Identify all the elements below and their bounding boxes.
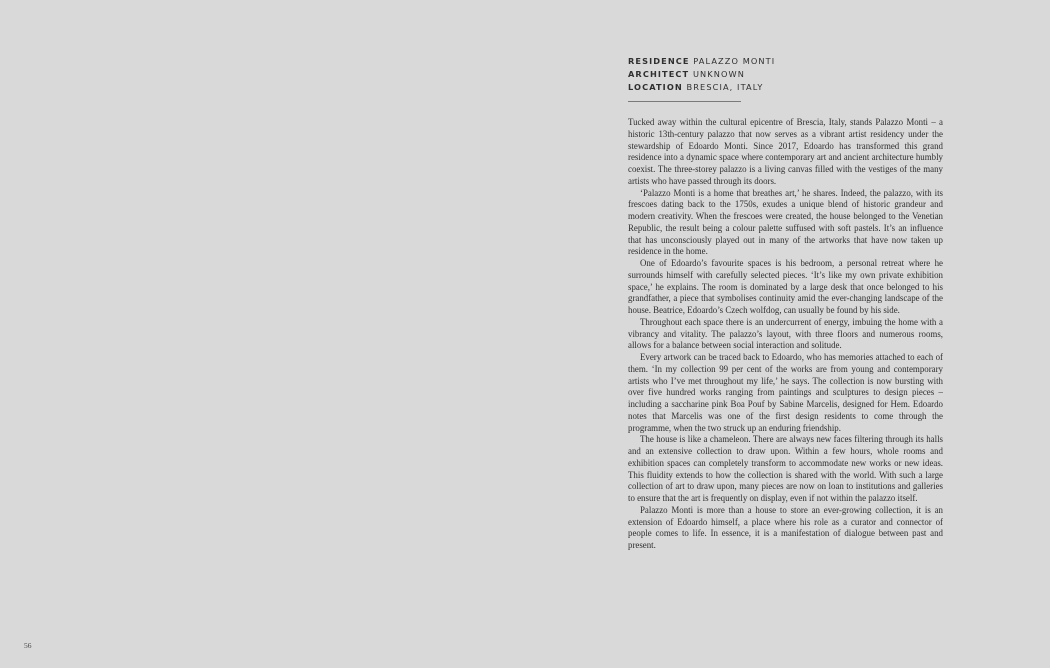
credit-value: BRESCIA, ITALY: [686, 81, 764, 92]
paragraph: Palazzo Monti is more than a house to store an ever-growing collection, it is an extension of Edoardo himself, a place where his role as a curator and connector of people comes to life. In essence, it is a manifestation of dialogue between past and present.: [628, 504, 943, 550]
article-body: [628, 117, 943, 552]
project-credits: [628, 55, 948, 93]
paragraph: The house is like a chameleon. There are always new faces filtering through its halls and an extensive collection to draw upon. Within a few hours, whole rooms and exhibition spaces can completely transform to accommodate new works or new ideas. This fluidity extends to how the collection is shared with the world. With such a large collection of art to draw upon, many pieces are now on loan to institutions and galleries to ensure that the art is frequently on display, even if not within the palazzo itself.: [628, 434, 943, 503]
credit-architect: [628, 68, 948, 81]
credit-label: RESIDENCE: [628, 56, 690, 66]
credit-residence: [628, 55, 948, 68]
divider-rule: [628, 101, 741, 102]
paragraph: Tucked away within the cultural epicentre of Brescia, Italy, stands Palazzo Monti – a historic 13th-century palazzo that now serves as a vibrant artist residency under the stewardship of Edoardo Monti. Since 2017, Edoardo has transformed this grand residence into a dynamic space where contemporary art and ancient architecture humbly coexist. The three-storey palazzo is a living canvas filled with the vestiges of the many artists who have passed through its doors.: [628, 117, 943, 186]
credit-value: UNKNOWN: [692, 68, 745, 79]
credit-label: ARCHITECT: [628, 68, 690, 79]
paragraph: One of Edoardo’s favourite spaces is his bedroom, a personal retreat where he surrounds himself with carefully selected pieces. ‘It’s like my own private exhibition space,’ he explains. The room is dominated by a large desk that once belonged to his grandfather, a piece that symbolises continuity amid the ever-changing landscape of the house. Beatrice, Edoardo’s Czech wolfdog, can usually be found by his side.: [628, 258, 943, 315]
paragraph: Throughout each space there is an undercurrent of energy, imbuing the home with a vibrancy and vitality. The palazzo’s layout, with three floors and numerous rooms, allows for a balance between social interaction and solitude.: [628, 316, 943, 351]
credit-location: [628, 81, 948, 94]
credit-value: PALAZZO MONTI: [693, 56, 776, 66]
page-number: 56: [24, 641, 32, 650]
credit-label: LOCATION: [628, 81, 683, 92]
paragraph: ‘Palazzo Monti is a home that breathes art,’ he shares. Indeed, the palazzo, with its frescoes dating back to the 1750s, exudes a unique blend of historic grandeur and modern creativity. When the frescoes were created, the house belonged to the Venetian Republic, the result being a colour palette suffused with soft pastels. It’s an influence that has unconsciously played out in many of the artworks that have now taken up residence in the home.: [628, 187, 943, 257]
paragraph: Every artwork can be traced back to Edoardo, who has memories attached to each of them. ‘In my collection 99 per cent of the works are from young and contemporary artists who I’ve met throughout my life,’ he says. The collection is now bursting with over five hundred works ranging from paintings and sculptures to design pieces – including a saccharine pink Boa Pouf by Sabine Marcelis, designed for Hem. Edoardo notes that Marcelis was one of the first design residents to come through the programme, when the two struck up an enduring friendship.: [628, 352, 943, 433]
